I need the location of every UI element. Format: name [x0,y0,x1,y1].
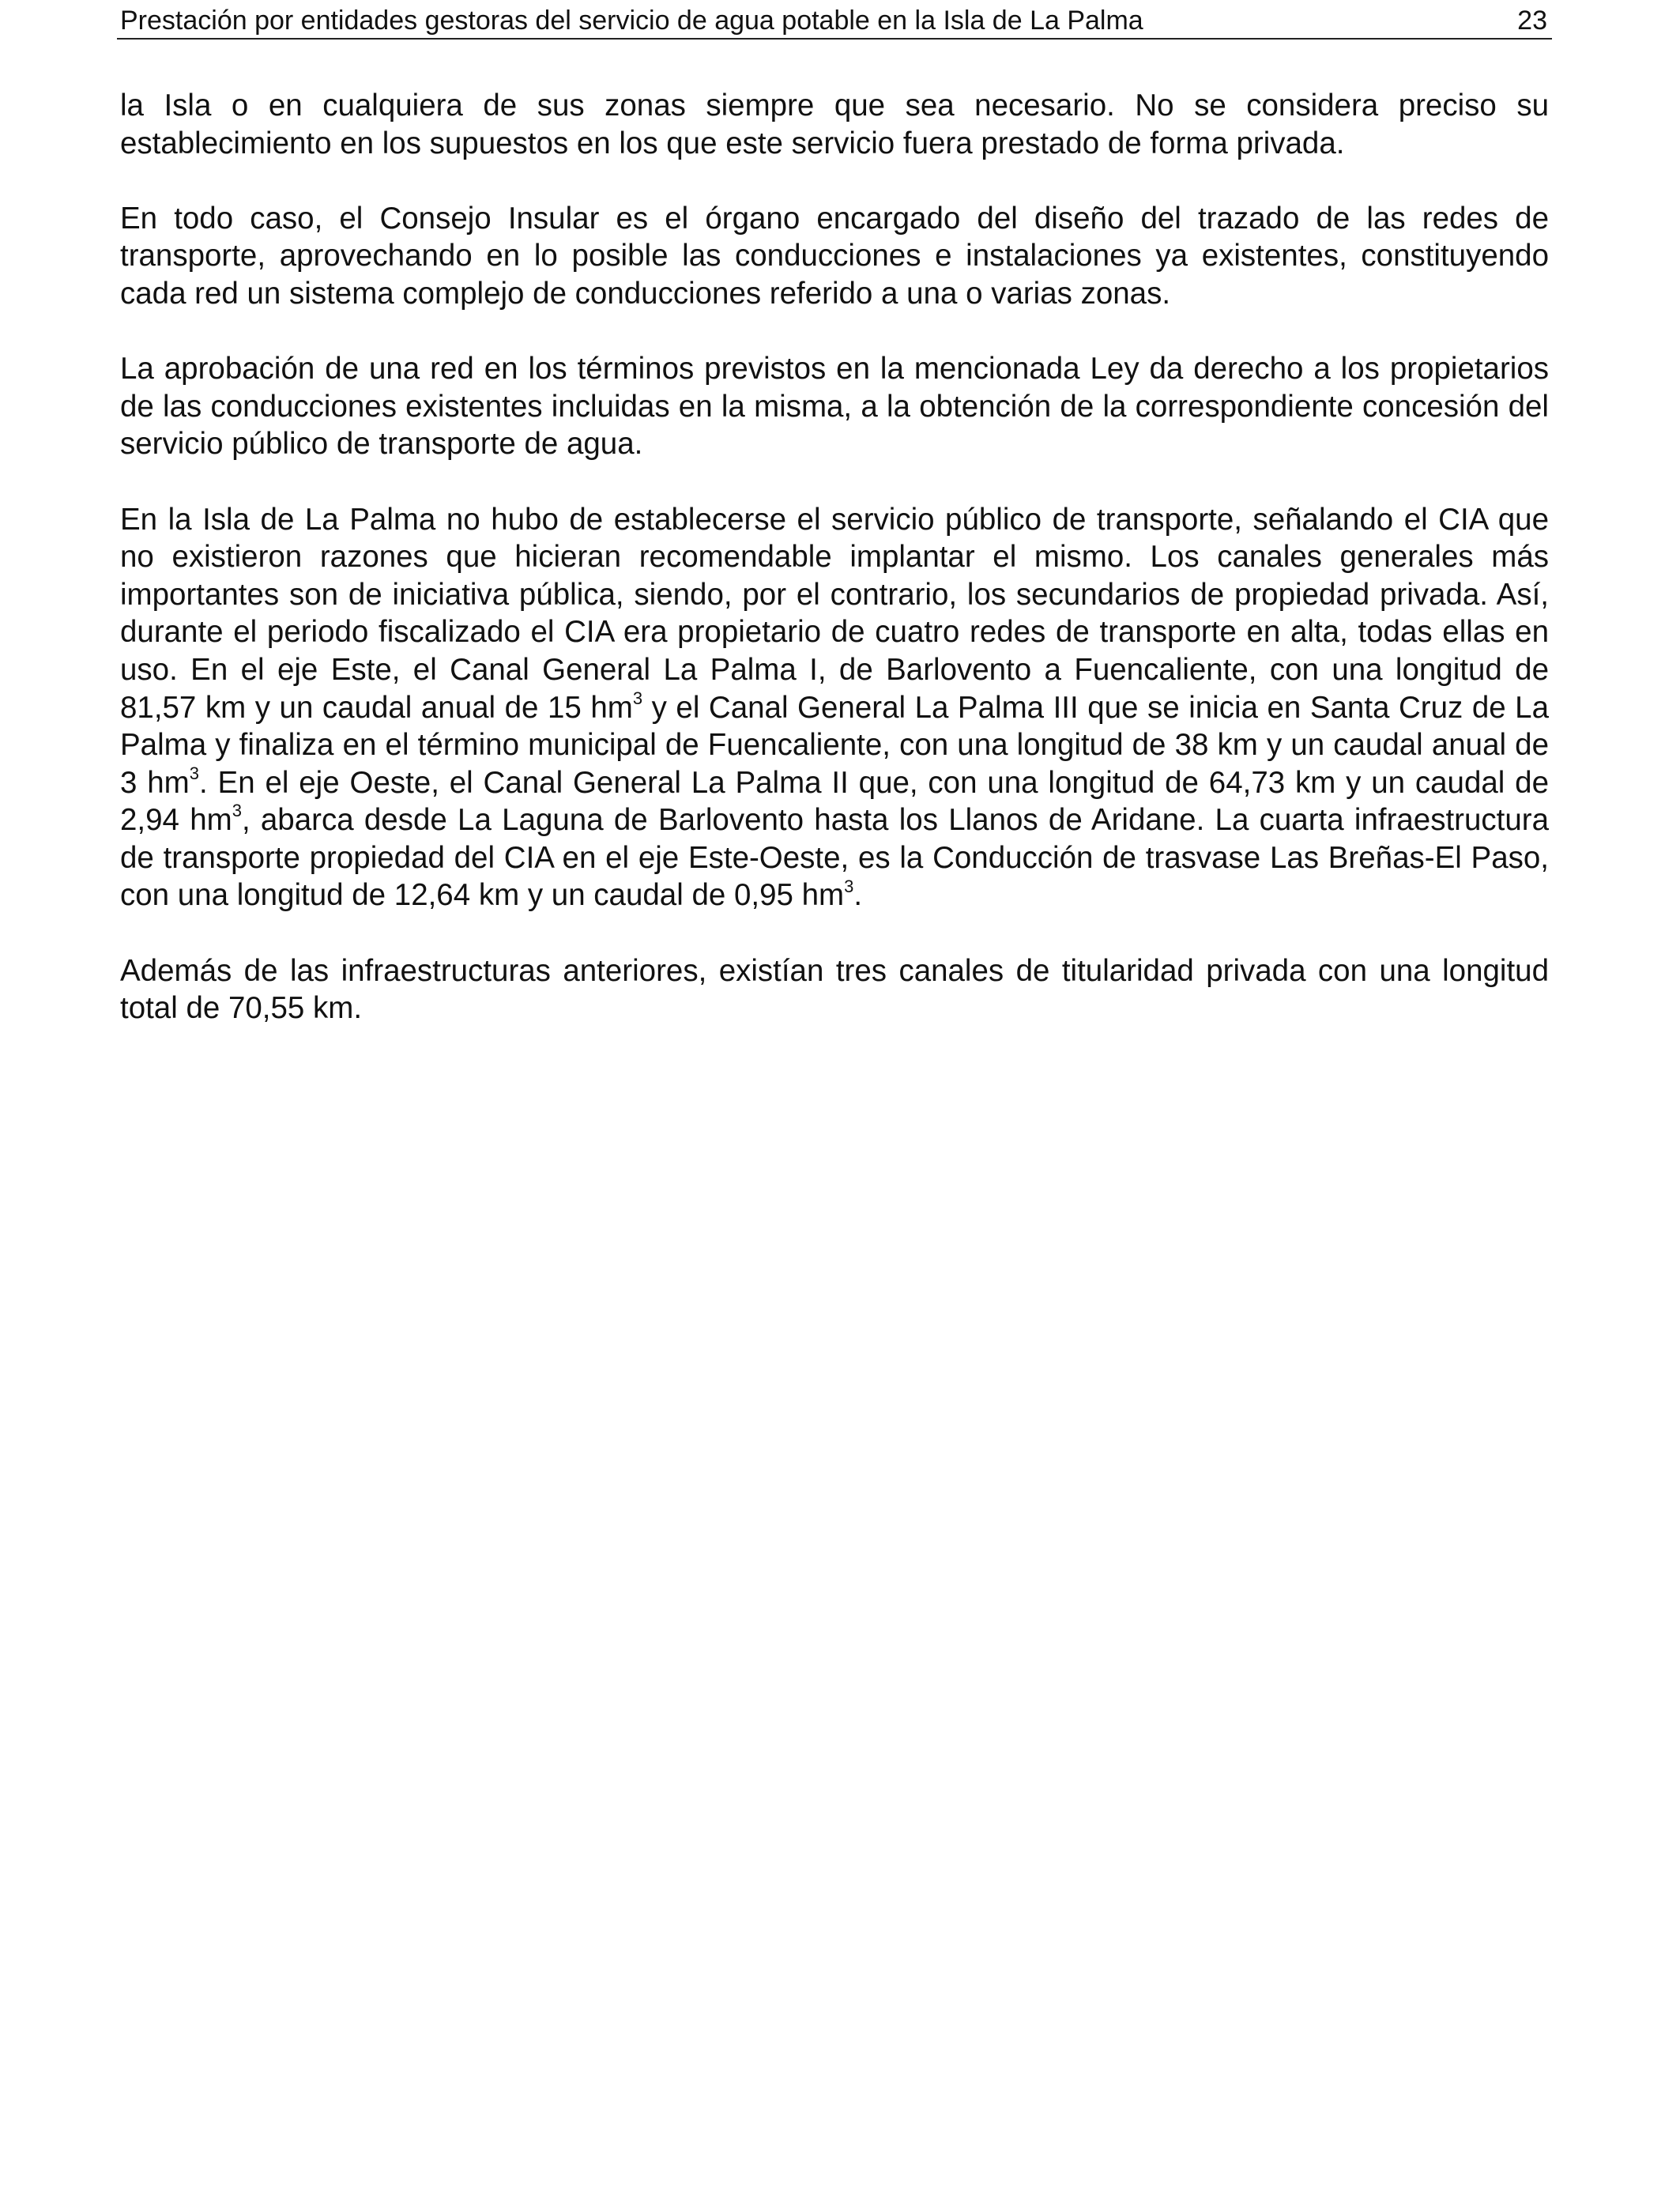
body-text [120,87,1549,1065]
header-title: Prestación por entidades gestoras del servicio de agua potable en la Isla de La Palma [120,6,1143,36]
paragraph-4 [120,501,1549,915]
paragraph-2: En todo caso, el Consejo Insular es el órgano encargado del diseño del trazado de las redes de transporte, aprovechando en lo posible las conducciones e instalaciones ya existentes, constituyendo cada red un sistema complejo de conducciones referido a una o varias zonas. [120,201,1549,311]
paragraph-4-part-3: . En el eje Oeste, el Canal General La Palma II que, con una longitud de 64,73 km y un caudal de 2,94 hm [120,765,1550,838]
paragraph-5: Además de las infraestructuras anteriores, existían tres canales de titularidad privada con una longitud total de 70,55 km. [120,953,1549,1026]
superscript-cubic-2: 3 [189,763,199,783]
paragraph-3: La aprobación de una red en los términos previstos en la mencionada Ley da derecho a los propietarios de las conducciones existentes incluidas en la misma, a la obtención de la correspondiente concesión del servicio público de transporte de agua. [120,352,1549,462]
paragraph-4-part-5: . [853,878,863,913]
superscript-cubic-1: 3 [632,688,643,708]
paragraph-4-part-4: , abarca desde La Laguna de Barlovento hasta los Llanos de Aridane. La cuarta infraestructura de transporte propiedad del CIA en el eje Este-Oeste, es la Conducción de trasvase Las Breñas-El Paso, con una longitud de 12,64 km y un caudal de 0,95 hm [120,803,1549,913]
paragraph-4-part-2: y el Canal General La Palma III que se inicia en Santa Cruz de La Palma y finaliza en el término municipal de Fuencaliente, con una longitud de 38 km y un caudal anual de 3 hm [120,690,1550,800]
page-header [117,0,1552,40]
page-number: 23 [1517,6,1547,36]
superscript-cubic-3: 3 [232,801,242,821]
paragraph-4-part-1: En la Isla de La Palma no hubo de establecerse el servicio público de transporte, señalando el CIA que no existieron razones que hicieran recomendable implantar el mismo. Los canales generales más importantes son de iniciativa pública, siendo, por el contrario, los secundarios de propiedad privada. Así, durante el periodo fiscalizado el CIA era propietario de cuatro redes de transporte en alta, todas ellas en uso. En el eje Este, el Canal General La Palma I, de Barlovento a Fuencaliente, con una longitud de 81,57 km y un caudal anual de 15 hm [120,502,1549,725]
superscript-cubic-4: 3 [844,876,854,896]
paragraph-1: la Isla o en cualquiera de sus zonas siempre que sea necesario. No se considera preciso su establecimiento en los supuestos en los que este servicio fuera prestado de forma privada. [120,89,1549,160]
